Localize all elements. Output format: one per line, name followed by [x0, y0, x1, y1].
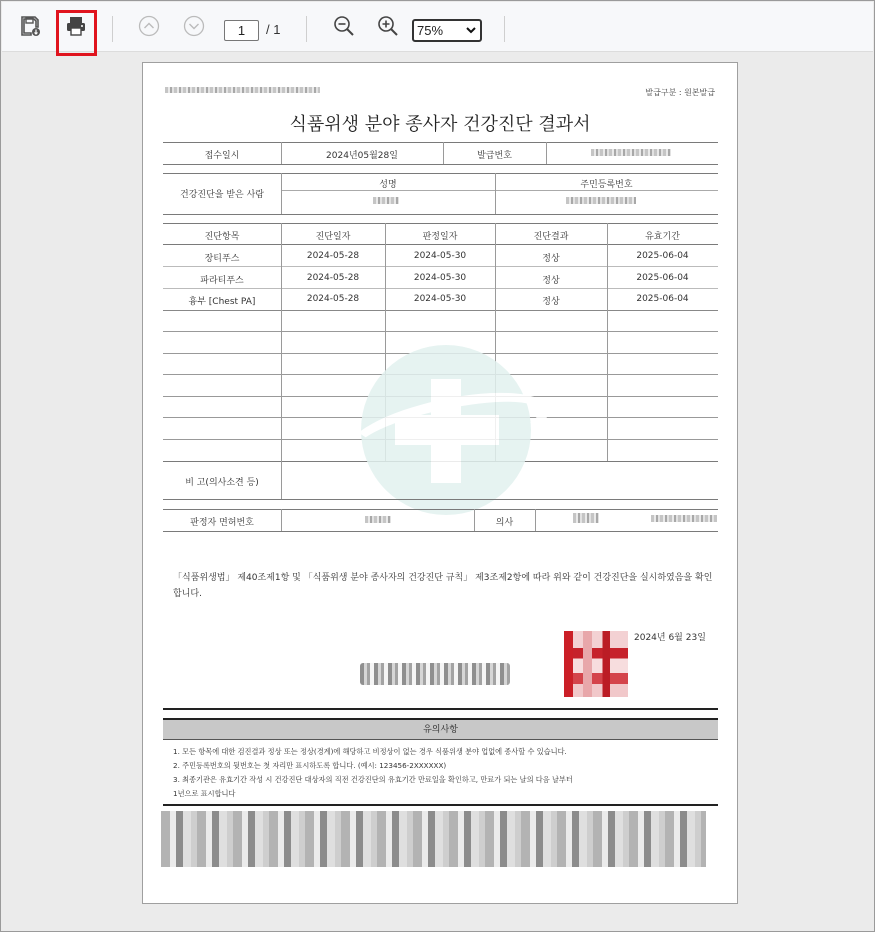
document-title: 식품위생 분야 종사자 건강진단 결과서 — [289, 114, 591, 135]
toolbar-separator — [306, 16, 307, 42]
doctor-name-redacted — [573, 513, 599, 523]
zoom-out-icon[interactable] — [328, 10, 360, 42]
print-highlight-box — [56, 10, 97, 56]
issue-number-redacted — [591, 149, 671, 156]
hospital-watermark-logo — [361, 345, 531, 515]
table-cell: 2024-05-30 — [413, 294, 467, 304]
issue-date: 2024년 6월 23일 — [634, 633, 706, 643]
table-rule — [163, 531, 718, 532]
table-rule — [163, 223, 718, 224]
table-rule — [163, 142, 718, 143]
header-valid-until: 유효기간 — [645, 232, 680, 242]
section-rule — [163, 804, 718, 806]
toolbar-separator — [112, 16, 113, 42]
footer-redacted — [161, 811, 706, 867]
table-rule — [163, 244, 718, 245]
official-seal-stamp — [564, 631, 628, 697]
document-page — [142, 62, 738, 904]
table-cell: 2024-05-28 — [306, 251, 360, 261]
viewer-toolbar — [2, 2, 873, 52]
caution-title: 유의사항 — [163, 718, 718, 740]
remarks-label: 비 고(의사소견 등) — [185, 478, 259, 488]
table-rule — [281, 190, 718, 191]
issue-number-label: 발급번호 — [477, 151, 512, 161]
rrn-redacted — [566, 197, 636, 204]
table-divider — [281, 509, 282, 531]
table-cell: 장티푸스 — [204, 254, 240, 264]
zoom-value: 75% — [417, 23, 444, 38]
table-cell: 흉부 [Chest PA] — [188, 297, 256, 307]
table-cell: 정상 — [542, 297, 560, 307]
confirmation-notice: 「식품위생법」 제40조제1항 및 「식품위생 분야 종사자의 건강진단 규칙」 제3조제2항에 따라 위와 같이 건강진단을 실시하였음을 확인합니다. — [173, 573, 713, 599]
table-rule — [163, 164, 718, 165]
table-rule — [163, 266, 718, 267]
table-rule — [163, 509, 718, 510]
license-redacted — [365, 516, 391, 523]
save-icon[interactable] — [14, 10, 46, 42]
table-cell: 2025-06-04 — [636, 273, 689, 283]
doctor-label: 의사 — [495, 518, 514, 528]
table-rule — [163, 288, 718, 289]
caution-item: 2. 주민등록번호의 뒷번호는 첫 자리만 표시하도록 합니다. (예시: 123456-2XXXXXX) — [173, 761, 447, 770]
table-cell: 2024-05-30 — [413, 251, 467, 261]
zoom-select[interactable] — [412, 19, 482, 42]
caution-item: 1. 모든 항목에 대한 검진결과 정상 또는 정상(경계)에 해당하고 비정상이 없는 경우 식품위생 분야 업없에 종사할 수 있습니다. — [173, 747, 567, 756]
prev-page-icon[interactable] — [133, 10, 165, 42]
table-divider — [546, 142, 547, 164]
table-cell: 2025-06-04 — [636, 251, 689, 261]
examinee-label: 건강진단을 받은 사람 — [180, 190, 264, 200]
next-page-icon[interactable] — [178, 10, 210, 42]
received-label: 접수일시 — [204, 151, 240, 161]
doctor-sign-redacted — [651, 515, 717, 522]
page-total-label: / 1 — [266, 22, 281, 37]
name-label: 성명 — [379, 180, 397, 190]
table-cell: 2024-05-28 — [306, 294, 360, 304]
judge-license-label: 판정자 면허번호 — [190, 518, 254, 528]
table-cell: 파라티푸스 — [200, 276, 244, 286]
table-cell: 정상 — [542, 276, 560, 286]
table-divider — [281, 461, 282, 499]
caution-item: 3. 최종기관은 유효기간 작성 시 건강진단 대상자의 직전 건강진단의 유효기간 만료일을 확인하고, 만료가 되는 날의 다음 날부터 — [173, 775, 573, 784]
header-judge-date: 판정일자 — [422, 232, 458, 242]
toolbar-separator — [504, 16, 505, 42]
table-cell: 2024-05-28 — [306, 273, 360, 283]
table-rule — [163, 310, 718, 311]
zoom-in-icon[interactable] — [372, 10, 404, 42]
chevron-down-icon — [466, 25, 476, 35]
issue-type: 발급구분 : 원본발급 — [645, 88, 715, 97]
rrn-label: 주민등록번호 — [580, 180, 633, 190]
hospital-signature-redacted — [360, 663, 510, 685]
table-cell: 2024-05-30 — [413, 273, 467, 283]
header-result: 진단결과 — [533, 232, 569, 242]
table-cell: 정상 — [542, 254, 560, 264]
table-rule — [163, 214, 718, 215]
table-rule — [163, 499, 718, 500]
header-exam-date: 진단일자 — [315, 232, 351, 242]
received-value: 2024년05월28일 — [326, 151, 398, 161]
table-divider — [535, 509, 536, 531]
table-rule — [163, 331, 718, 332]
caution-list — [173, 745, 713, 801]
table-cell: 2025-06-04 — [636, 294, 689, 304]
name-redacted — [373, 197, 399, 204]
header-item: 진단항목 — [204, 232, 240, 242]
section-rule — [163, 708, 718, 710]
document-number-redacted — [165, 87, 320, 93]
table-rule — [163, 173, 718, 174]
page-number-input[interactable]: 1 — [224, 20, 259, 41]
caution-item: 1년으로 표시합니다 — [173, 789, 236, 798]
